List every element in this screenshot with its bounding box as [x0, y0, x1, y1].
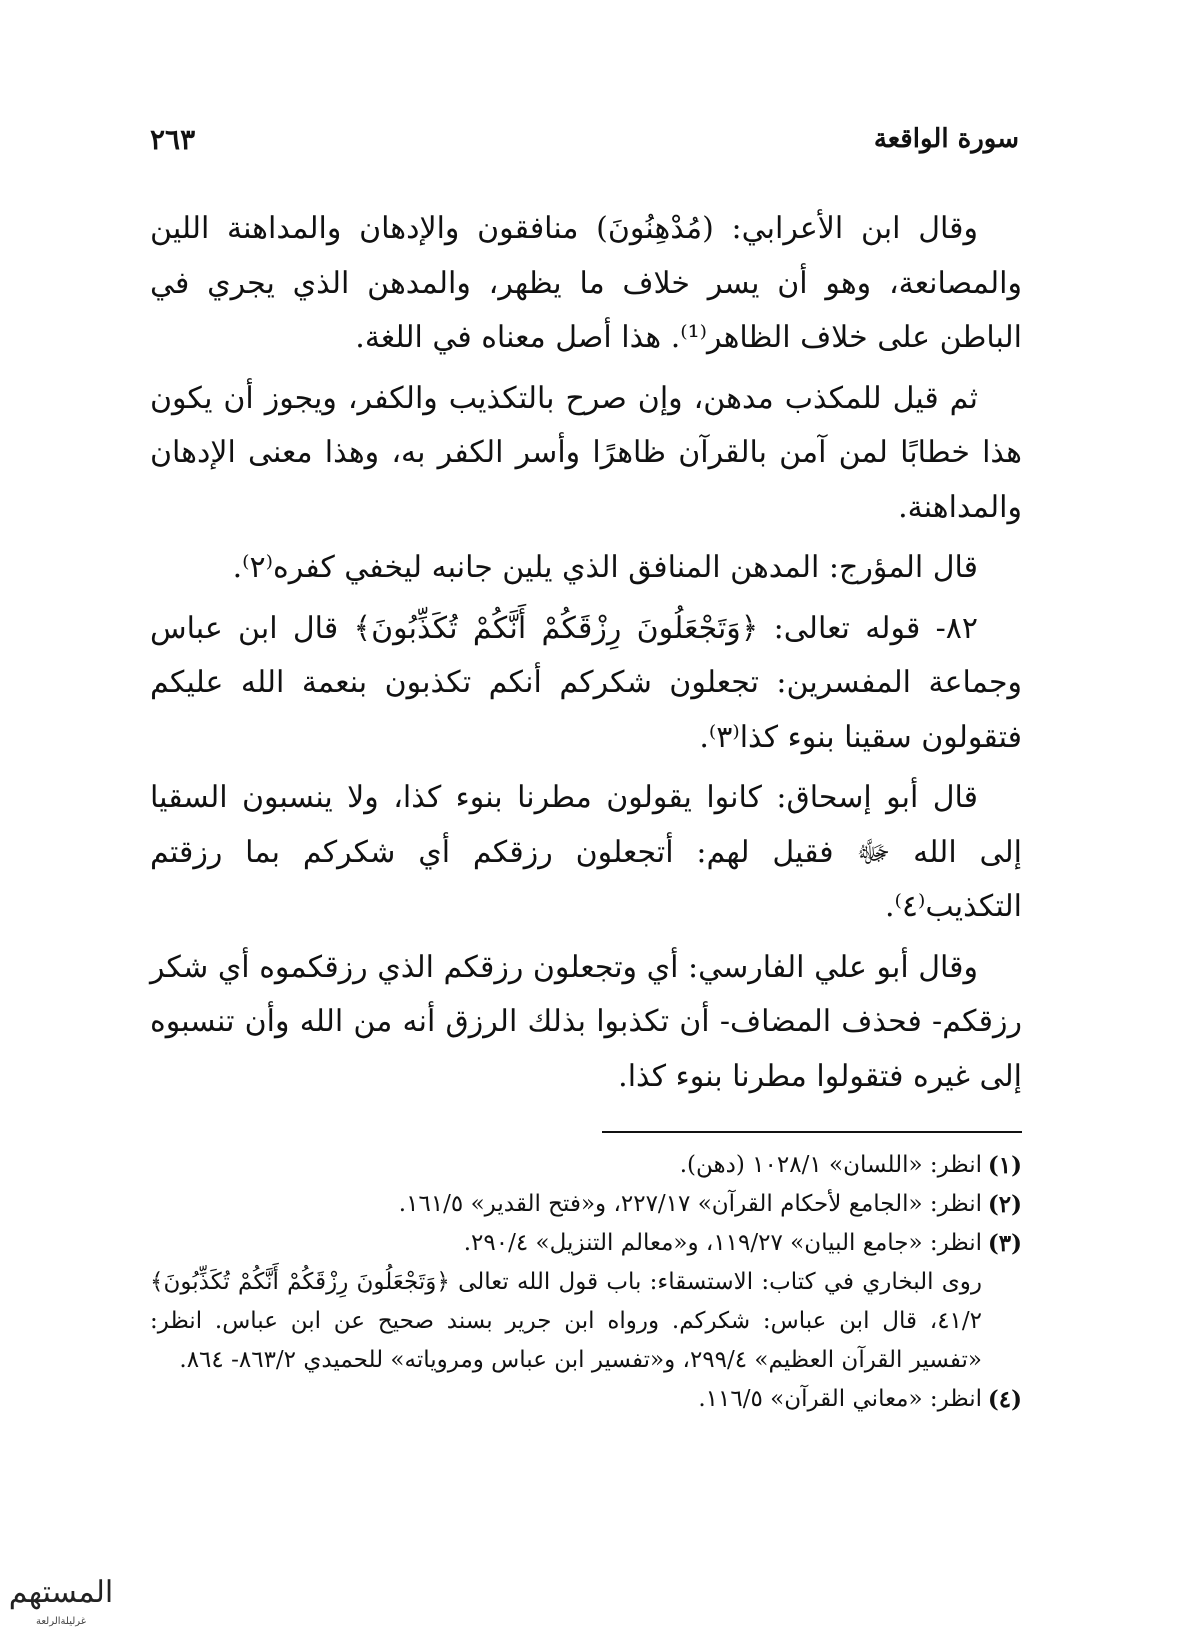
paragraph-abu-ali-farisi: وقال أبو علي الفارسي: أي وتجعلون رزقكم الذي رزقكموه أي شكر رزقكم- فحذف المضاف- أن تكذبوا بذلك الرزق أنه من الله وأن تنسبوه إلى غيره فتقولوا مطرنا بنوء كذا. [150, 949, 1022, 1094]
surah-title: سورة الواقعة [873, 124, 1019, 154]
footnote-item [150, 1185, 1022, 1224]
publisher-logo [6, 1560, 116, 1642]
footnotes [150, 1146, 1022, 1419]
paragraph-muarrij: قال المؤرج: المدهن المنافق الذي يلين جانبه ليخفي كفره⁽٢⁾. [232, 550, 978, 585]
paragraph-ibn-al-arabi: وقال ابن الأعرابي: (مُدْهِنُونَ) منافقون والإدهان والمداهنة اللين والمصانعة، وهو أن يسر خلاف ما يظهر، والمدهن الذي يجري في الباطن على خلاف الظاهر⁽¹⁾. هذا أصل معناه في اللغة. [150, 211, 1022, 355]
paragraph-verse-82: ٨٢- قوله تعالى: ﴿وَتَجْعَلُونَ رِزْقَكُمْ أَنَّكُمْ تُكَذِّبُونَ﴾ قال ابن عباس وجماعة المفسرين: تجعلون شكركم أنكم تكذبون بنعمة الله عليكم فتقولون سقينا بنوء كذا⁽٣⁾. [150, 610, 1022, 755]
footnote-item [150, 1224, 1022, 1263]
main-text [150, 202, 1022, 1110]
footnote-number: (٤) [987, 1386, 1022, 1413]
logo-subtext: غرليلةالرلعة [35, 1616, 87, 1627]
footnote-separator [602, 1131, 1022, 1133]
paragraph-abu-ishaq: قال أبو إسحاق: كانوا يقولون مطرنا بنوء كذا، ولا ينسبون السقيا إلى الله ﷻ فقيل لهم: أتجعلون رزقكم أي شكركم بما رزقتم التكذيب⁽٤⁾. [150, 780, 1022, 924]
footnote-item [150, 1146, 1022, 1185]
footnote-text: انظر: «معاني القرآن» ١١٦/٥. [698, 1386, 982, 1412]
running-header [150, 118, 1019, 160]
paragraph-mukadhdhib: ثم قيل للمكذب مدهن، وإن صرح بالتكذيب والكفر، ويجوز أن يكون هذا خطابًا لمن آمن بالقرآن ظاهرًا وأسر الكفر به، وهذا معنى الإدهان والمداهنة. [150, 380, 1022, 525]
logo-text: المستهم [8, 1575, 114, 1610]
footnote-text: انظر: «اللسان» ١٠٢٨/١ (دهن). [679, 1152, 982, 1178]
footnote-number: (٢) [987, 1191, 1022, 1218]
page-number: ٢٦٣ [150, 122, 196, 156]
footnote-number: (١) [987, 1152, 1022, 1179]
footnote-number: (٣) [987, 1230, 1022, 1257]
footnote-text: انظر: «الجامع لأحكام القرآن» ٢٢٧/١٧، و«فتح القدير» ١٦١/٥. [398, 1191, 982, 1217]
footnote-text: انظر: «جامع البيان» ١١٩/٢٧، و«معالم التنزيل» ٢٩٠/٤. [463, 1230, 982, 1256]
footnote-continuation: روى البخاري في كتاب: الاستسقاء: باب قول الله تعالى ﴿وَتَجْعَلُونَ رِزْقَكُمْ أَنَّكُمْ تُكَذِّبُونَ﴾ ٤١/٢، قال ابن عباس: شكركم. ورواه ابن جرير بسند صحيح عن ابن عباس. انظر: «تفسير القرآن العظيم» ٢٩٩/٤، و«تفسير ابن عباس ومروياته» للحميدي ٨٦٣/٢- ٨٦٤. [150, 1269, 982, 1373]
footnote-item [150, 1380, 1022, 1419]
